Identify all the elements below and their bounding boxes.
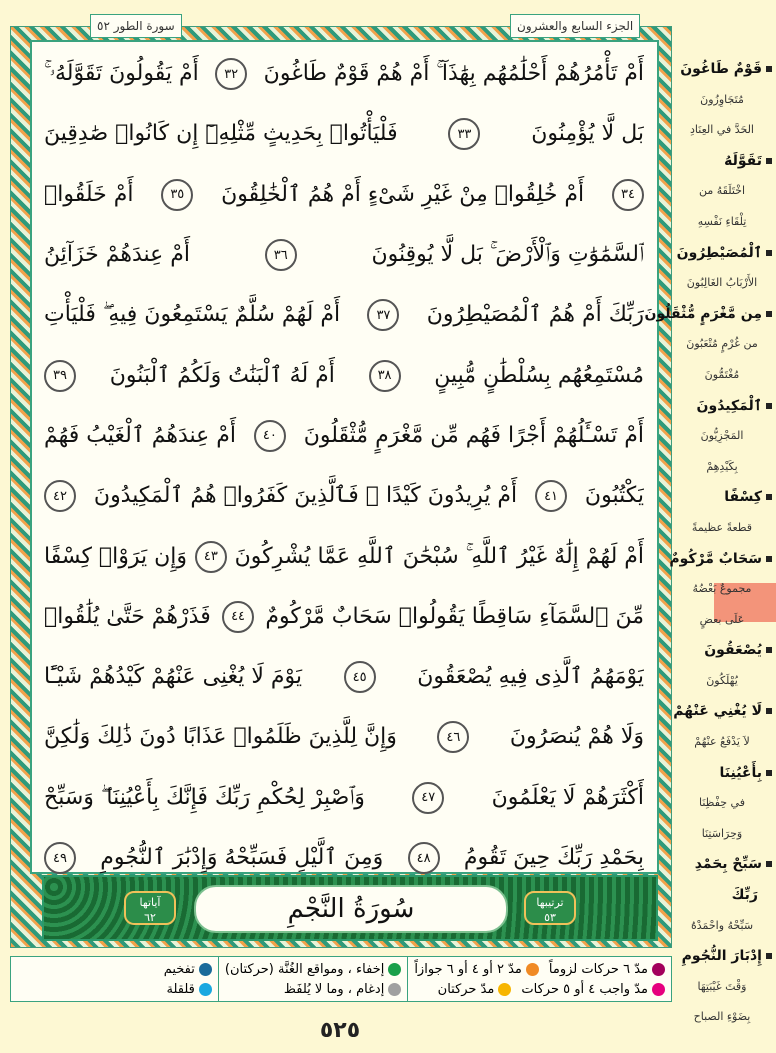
verse-text: مِّنَ ٱلسَّمَآءِ سَاقِطًا يَقُولُوا۟ سَحَابٌ مَّرْكُومٌ: [265, 603, 644, 629]
bullet-icon: [766, 158, 772, 164]
bullet-icon: [766, 953, 772, 959]
verse-text: وَٱصْبِرْ لِحُكْمِ رَبِّكَ فَإِنَّكَ بِأَعْيُنِنَا ۖ وَسَبِّحْ: [44, 784, 365, 810]
term-text: كِسْفًا: [724, 489, 762, 506]
verse-text: أَمْ تَسْـَٔلُهُمْ أَجْرًا فَهُم مِّن مَّغْرَمٍ مُّثْقَلُونَ: [303, 422, 644, 448]
glossary-meaning: مُغْتَمُّونَ: [704, 367, 740, 381]
verse-text: أَمْ خُلِقُوا۟ مِنْ غَيْرِ شَىْءٍ أَمْ هُمُ ٱلْخَٰلِقُونَ: [221, 181, 585, 207]
legend-label: مدّ حركتان: [437, 981, 495, 997]
verses-count: ٦٢: [144, 911, 156, 924]
glossary-term: [672, 696, 772, 727]
legend-item: [225, 962, 401, 977]
ayah-number-marker: ٤٦: [437, 721, 469, 753]
order-number: ٥٣: [544, 911, 556, 924]
term-text: تَقَوَّلَهُ: [724, 152, 762, 169]
legend-column: [218, 957, 407, 1001]
glossary-term: [672, 482, 772, 513]
glossary-meaning: المَجْزِيُّونَ: [700, 429, 744, 443]
bullet-icon: [766, 250, 772, 256]
ayah-number-marker: ٤١: [535, 480, 567, 512]
bullet-icon: [766, 770, 772, 776]
verse-text: أَمْ لَهُمْ سُلَّمٌ يَسْتَمِعُونَ فِيهِ ۖ فَلْيَأْتِ: [44, 302, 341, 328]
legend-item: [167, 982, 212, 997]
surah-title: سُورَةُ النَّجْمِ: [194, 885, 508, 933]
legend-row: [164, 962, 212, 977]
verse-text: بِحَمْدِ رَبِّكَ حِينَ تَقُومُ: [463, 845, 644, 870]
term-text: لَا يُغْنِي عَنْهُمْ: [673, 703, 762, 720]
verse-text: وَمِنَ ٱلَّيْلِ فَسَبِّحْهُ وَإِدْبَٰرَ ٱلنُّجُومِ: [100, 845, 384, 870]
verse-text: أَمْ تَأْمُرُهُمْ أَحْلَٰمُهُم بِهَٰذَآ ۚ أَمْ هُمْ قَوْمٌ طَاغُونَ: [263, 61, 644, 87]
glossary-term: [672, 391, 772, 422]
legend-label: إخفاء ، ومواقع الغُنَّة (حركتان): [224, 961, 385, 977]
verse-text: ٱلسَّمَٰوَٰتِ وَٱلْأَرْضَ ۚ بَل لَّا يُوقِنُونَ: [371, 242, 644, 268]
color-dot-icon: [388, 963, 401, 976]
bullet-icon: [766, 708, 772, 714]
term-text: سَبِّحْ بِحَمْدِ: [694, 856, 762, 873]
verse-text: وَلَا هُمْ يُنصَرُونَ: [509, 724, 644, 750]
term-text: سَحَابٌ مَّرْكُومٌ: [669, 550, 762, 567]
glossary-meaning: قطعةً عظيمةً: [691, 520, 753, 534]
verse-text: أَمْ لَهُمْ إِلَٰهٌ غَيْرُ ٱللَّهِ ۚ سُبْحَٰنَ ٱللَّهِ عَمَّا يُشْرِكُونَ: [234, 543, 644, 569]
legend-label: مدّ واجب ٤ أو ٥ حركات: [521, 981, 648, 997]
legend-item: [521, 982, 665, 997]
ayah-number-marker: ٤٣: [195, 541, 227, 573]
color-dot-icon: [526, 963, 539, 976]
glossary-meaning: الأَرْبَابُ الغَالِبُونَ: [686, 276, 758, 290]
text-line: [44, 225, 644, 285]
verse-text: رَبِّكَ أَمْ هُمُ ٱلْمُصَيْطِرُونَ: [426, 302, 644, 328]
glossary-term: [672, 758, 772, 789]
bullet-icon: [766, 861, 772, 867]
verse-text: أَمْ يُرِيدُونَ كَيْدًا ۖ فَٱلَّذِينَ كَفَرُوا۟ هُمُ ٱلْمَكِيدُونَ: [93, 483, 518, 509]
legend-row: [414, 962, 665, 977]
ayah-number-marker: ٣٥: [161, 179, 193, 211]
legend-column: [407, 957, 671, 1001]
verse-text: بَل لَّا يُؤْمِنُونَ: [531, 121, 644, 147]
bullet-icon: [766, 494, 772, 500]
ayah-number-marker: ٤٨: [408, 842, 440, 874]
glossary-meaning: تِلْقَاءِ نَفْسِهِ: [697, 214, 747, 228]
legend-label: مدّ ٦ حركات لزوماً: [548, 961, 648, 977]
verse-text: أَمْ عِندَهُمْ خَزَآئِنُ: [44, 242, 190, 268]
legend-item: [438, 982, 512, 997]
glossary-meaning: وَقْتَ غَيْبَتِهَا: [697, 979, 747, 993]
verse-text: وَإِن يَرَوْا۟ كِسْفًا: [44, 543, 188, 569]
glossary-meaning: مجموعٌ بَعْضُهُ: [692, 582, 752, 596]
glossary-meaning: لاَ يَدْفَعُ عنْهُمْ: [694, 735, 750, 749]
legend-item: [164, 962, 212, 977]
legend-label: تفخيم: [163, 961, 195, 977]
legend-item: [284, 982, 401, 997]
verse-text: فَلْيَأْتُوا۟ بِحَدِيثٍ مِّثْلِهِۦٓ إِن كَانُوا۟ صَٰدِقِينَ: [44, 121, 398, 147]
text-line: [44, 466, 644, 526]
text-line: [44, 104, 644, 164]
verse-text: أَمْ خَلَقُوا۟: [44, 181, 134, 207]
ayah-number-marker: ٤٧: [412, 782, 444, 814]
bullet-icon: [766, 647, 772, 653]
term-text: إِدْبَارَ النُّجُومِ: [681, 948, 762, 965]
glossary-meaning: سَبِّحْهُ واحْمَدْهُ: [690, 918, 754, 932]
ayah-number-marker: ٣٦: [265, 239, 297, 271]
term-text: يُصْعَقُونَ: [704, 642, 762, 659]
bullet-icon: [766, 66, 772, 72]
quran-text: [44, 44, 644, 888]
juz-tab: الجزء السابع والعشرون: [510, 14, 640, 38]
verse-text: أَمْ عِندَهُمُ ٱلْغَيْبُ فَهُمْ: [44, 422, 237, 448]
glossary-meaning: يُهْلَكُونَ: [706, 673, 738, 687]
legend-row: [225, 982, 401, 997]
glossary-meaning: الحَدَّ في العِنَادِ: [690, 123, 754, 137]
glossary-meaning: وَحِرَاسَتِنَا: [701, 826, 743, 840]
legend-item: [549, 962, 665, 977]
glossary-term: [669, 544, 772, 575]
text-line: [44, 587, 644, 647]
legend-item: [414, 962, 539, 977]
ayah-number-marker: ٣٢: [215, 58, 247, 90]
ayah-number-marker: ٤٥: [344, 661, 376, 693]
glossary-term: [672, 146, 772, 177]
legend-label: مدّ ٢ أو ٤ أو ٦ جوازاً: [414, 961, 522, 977]
text-line: [44, 345, 644, 405]
glossary-term-continued: رَبِّكَ: [731, 887, 758, 904]
term-text: ٱلْمُصَيْطِرُونَ: [676, 244, 762, 261]
ayah-number-marker: ٣٤: [612, 179, 644, 211]
ayah-number-marker: ٣٧: [367, 299, 399, 331]
legend-label: قلقلة: [166, 981, 195, 997]
text-line: [44, 707, 644, 767]
color-dot-icon: [199, 983, 212, 996]
text-line: [44, 285, 644, 345]
verses-label: آياتها: [139, 896, 161, 909]
text-line: [44, 165, 644, 225]
ayah-number-marker: ٤٢: [44, 480, 76, 512]
legend-row: [164, 982, 212, 997]
term-text: ٱلْمَكِيدُونَ: [696, 397, 762, 414]
bullet-icon: [766, 556, 772, 562]
verse-text: مُسْتَمِعُهُم بِسُلْطَٰنٍ مُّبِينٍ: [434, 362, 644, 388]
text-line: [44, 406, 644, 466]
ayah-number-marker: ٤٤: [222, 601, 254, 633]
page-number: ٥٢٥: [319, 1018, 361, 1043]
tajweed-legend: [10, 956, 672, 1002]
glossary-term: [672, 238, 772, 269]
ayah-number-marker: ٤٠: [254, 420, 286, 452]
glossary-meaning: في حِفْظِنَا: [699, 796, 745, 810]
verse-text: يَكْتُبُونَ: [584, 483, 644, 509]
legend-column: [158, 957, 218, 1001]
verse-text: أَمْ لَهُ ٱلْبَنَٰتُ وَلَكُمُ ٱلْبَنُونَ: [109, 362, 335, 388]
color-dot-icon: [388, 983, 401, 996]
text-line: [44, 44, 644, 104]
glossary-meaning: مُتَجَاوِزُونَ: [700, 92, 744, 106]
verse-text: يَوْمَهُمُ ٱلَّذِى فِيهِ يُصْعَقُونَ: [417, 664, 644, 690]
color-dot-icon: [652, 983, 665, 996]
ayah-number-marker: ٣٣: [448, 118, 480, 150]
ayah-number-marker: ٣٨: [369, 360, 401, 392]
glossary-term: [644, 299, 772, 330]
ayah-number-marker: ٤٩: [44, 842, 76, 874]
color-dot-icon: [199, 963, 212, 976]
glossary-term: [672, 54, 772, 85]
text-line: [44, 526, 644, 586]
glossary-term: [672, 635, 772, 666]
color-dot-icon: [652, 963, 665, 976]
color-dot-icon: [498, 983, 511, 996]
legend-row: [225, 962, 401, 977]
glossary-term: [672, 941, 772, 972]
glossary-sidebar: [644, 54, 772, 1033]
text-line: [44, 768, 644, 828]
glossary-meaning: اخْتَلَقَهُ من: [698, 184, 746, 198]
surah-order-badge: [524, 891, 576, 925]
verse-text: يَوْمَ لَا يُغْنِى عَنْهُمْ كَيْدُهُمْ شَيْـًٔا: [44, 664, 303, 690]
legend-label: إدغام ، وما لا يُلفَظ: [283, 981, 385, 997]
verse-text: فَذَرْهُمْ حَتَّىٰ يُلَٰقُوا۟: [44, 603, 211, 629]
verse-text: وَإِنَّ لِلَّذِينَ ظَلَمُوا۟ عَذَابًا دُونَ ذَٰلِكَ وَلَٰكِنَّ: [44, 724, 397, 750]
bullet-icon: [766, 403, 772, 409]
term-text: مِن مَّغْرَمٍ مُّثْقَلُونَ: [644, 305, 762, 322]
verse-text: أَكْثَرَهُمْ لَا يَعْلَمُونَ: [491, 784, 644, 810]
glossary-meaning: من غُرْمٍ مُتْعَبُونَ: [686, 337, 758, 351]
legend-row: [414, 982, 665, 997]
verse-text: أَمْ يَقُولُونَ تَقَوَّلَهُۥ ۚ: [44, 61, 199, 87]
term-text: قَوْمٌ طَاغُونَ: [680, 61, 762, 77]
term-text: بِأَعْيُنِنَا: [719, 764, 762, 781]
glossary-meaning: عَلَى بعضٍ: [699, 612, 745, 626]
ayah-number-marker: ٣٩: [44, 360, 76, 392]
bullet-icon: [766, 311, 772, 317]
surah-banner: [42, 875, 658, 941]
glossary-term: [672, 849, 772, 880]
order-label: ترتيبها: [536, 896, 564, 909]
glossary-meaning: بِكَيْدِهِمْ: [706, 459, 738, 473]
surah-name-tab: سورة الطور ٥٢: [90, 14, 182, 38]
text-line: [44, 647, 644, 707]
verses-count-badge: [124, 891, 176, 925]
glossary-meaning: بِضَوْءِ الصباح: [693, 1010, 751, 1024]
